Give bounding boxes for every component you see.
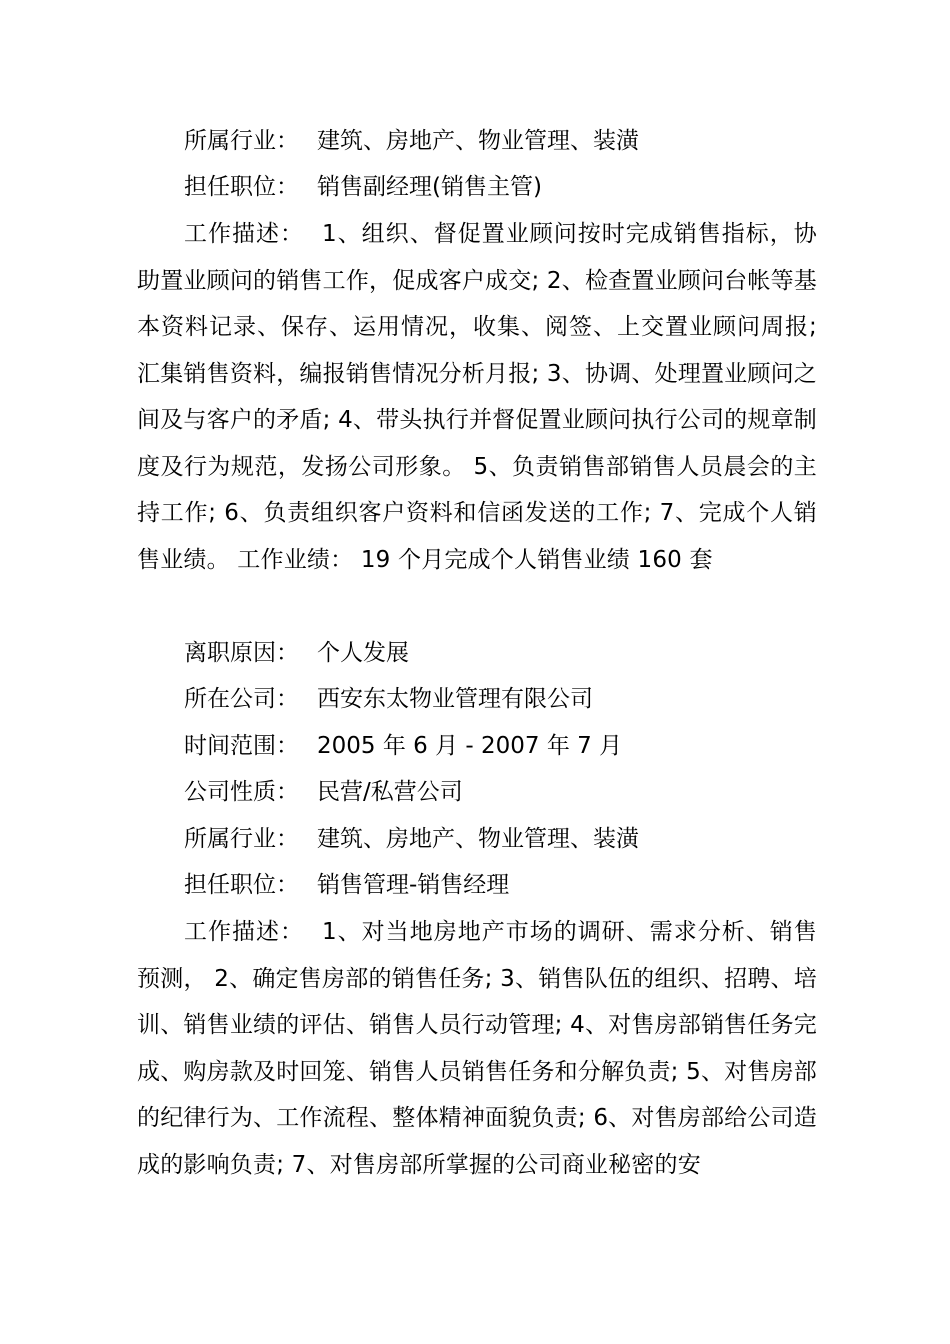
description-label: 工作描述： (184, 221, 305, 247)
position-label: 担任职位： (184, 174, 299, 200)
period-value: 2005 年 6 月 - 2007 年 7 月 (317, 733, 623, 759)
company-label: 所在公司： (184, 686, 299, 712)
industry-label: 所属行业： (184, 826, 299, 852)
leave-reason-label: 离职原因： (184, 640, 299, 666)
company-row (184, 676, 593, 723)
position-row-2 (184, 862, 509, 909)
nature-value: 民营/私营公司 (317, 779, 463, 805)
nature-label: 公司性质： (184, 779, 299, 805)
industry-value: 建筑、房地产、物业管理、装潢 (317, 128, 639, 154)
leave-reason-row (184, 630, 409, 677)
period-label: 时间范围： (184, 733, 299, 759)
position-value: 销售副经理(销售主管) (317, 174, 542, 200)
leave-reason-value: 个人发展 (317, 640, 409, 666)
industry-row-1 (184, 118, 639, 165)
industry-value: 建筑、房地产、物业管理、装潢 (317, 826, 639, 852)
position-row-1 (184, 164, 542, 211)
job-description-2 (137, 909, 817, 1188)
description-value: 1、对当地房地产市场的调研、需求分析、销售预测， 2、确定售房部的销售任务; 3、销售队伍的组织、招聘、培训、销售业绩的评估、销售人员行动管理; 4、对售房部销售任务完成、购房款及时回笼、销售人员销售任务和分解负责; 5、对售房部的纪律行为、工作流程、整体精神面貌负责; 6、对售房部给公司造成的影响负责; 7、对售房部所掌握的公司商业秘密的安 (137, 919, 817, 1178)
description-value: 1、组织、督促置业顾问按时完成销售指标，协助置业顾问的销售工作，促成客户成交; 2、检查置业顾问台帐等基本资料记录、保存、运用情况，收集、阅签、上交置业顾问周报;汇集销售资料，编报销售情况分析月报; 3、协调、处理置业顾问之间及与客户的矛盾; 4、带头执行并督促置业顾问执行公司的规章制度及行为规范，发扬公司形象。 5、负责销售部销售人员晨会的主持工作; 6、负责组织客户资料和信函发送的工作; 7、完成个人销售业绩。 工作业绩： 19 个月完成个人销售业绩 160 套 (137, 221, 817, 573)
nature-row (184, 769, 463, 816)
description-label: 工作描述： (184, 919, 305, 945)
position-value: 销售管理-销售经理 (317, 872, 510, 898)
industry-row-2 (184, 816, 639, 863)
position-label: 担任职位： (184, 872, 299, 898)
industry-label: 所属行业： (184, 128, 299, 154)
company-value: 西安东太物业管理有限公司 (317, 686, 593, 712)
period-row (184, 723, 622, 770)
job-description-1 (137, 211, 817, 583)
